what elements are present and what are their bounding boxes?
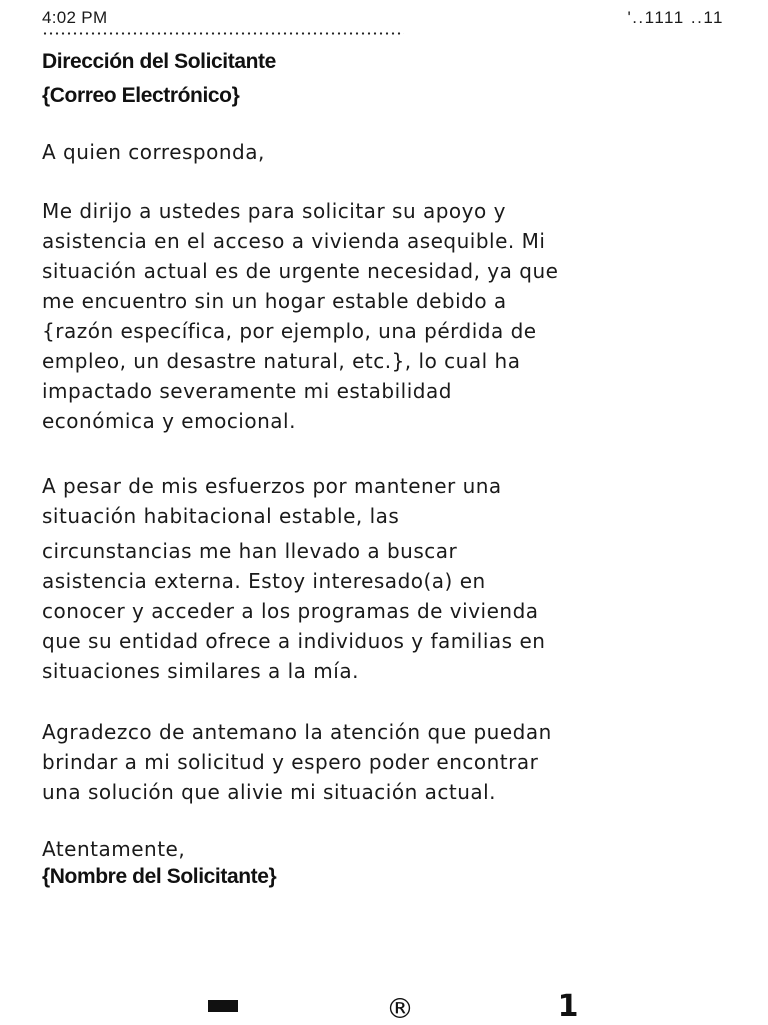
paragraph-line: situación habitacional estable, las [42, 504, 400, 528]
paragraph-line: que su entidad ofrece a individuos y familias en [42, 629, 546, 653]
paragraph-line: situación actual es de urgente necesidad, ya que [42, 259, 559, 283]
paragraph-1 [42, 196, 732, 436]
paragraph-line: una solución que alivie mi situación actual. [42, 780, 497, 804]
paragraph-line: conocer y acceder a los programas de vivienda [42, 599, 539, 623]
paragraph-line: económica y emocional. [42, 409, 296, 433]
paragraph-line: asistencia en el acceso a vivienda asequible. Mi [42, 229, 546, 253]
back-icon[interactable]: 1 [557, 989, 579, 1024]
paragraph-4 [42, 717, 732, 807]
paragraph-line: asistencia externa. Estoy interesado(a) en [42, 569, 486, 593]
closing [42, 834, 732, 864]
closing-text: Atentamente, [42, 837, 186, 861]
paragraph-line: {razón específica, por ejemplo, una pérdida de [42, 319, 537, 343]
signature-name: {Nombre del Solicitante} [42, 865, 277, 888]
paragraph-line: situaciones similares a la mía. [42, 659, 359, 683]
paragraph-line: me encuentro sin un hogar estable debido a [42, 289, 507, 313]
status-bar [0, 0, 768, 34]
paragraph-line: Agradezco de antemano la atención que puedan [42, 720, 552, 744]
home-icon[interactable]: ® [386, 992, 414, 1025]
applicant-email: {Correo Electrónico} [42, 84, 240, 107]
signal-indicator: '..1111 ..11 [627, 8, 724, 27]
paragraph-line: Me dirijo a ustedes para solicitar su apoyo y [42, 199, 506, 223]
paragraph-line: brindar a mi solicitud y espero poder encontrar [42, 750, 539, 774]
navigation-bar [0, 990, 768, 1024]
applicant-address: Dirección del Solicitante [42, 50, 276, 73]
paragraph-line: A pesar de mis esfuerzos por mantener una [42, 474, 502, 498]
paragraph-3 [42, 536, 732, 686]
paragraph-line: circunstancias me han llevado a buscar [42, 539, 458, 563]
dotted-divider [42, 32, 404, 35]
status-time: 4:02 PM [42, 8, 108, 27]
paragraph-line: empleo, un desastre natural, etc.}, lo cual ha [42, 349, 521, 373]
salutation [42, 137, 732, 167]
recent-apps-icon[interactable] [208, 1000, 238, 1012]
paragraph-2 [42, 471, 732, 531]
paragraph-line: impactado severamente mi estabilidad [42, 379, 452, 403]
salutation-text: A quien corresponda, [42, 140, 265, 164]
